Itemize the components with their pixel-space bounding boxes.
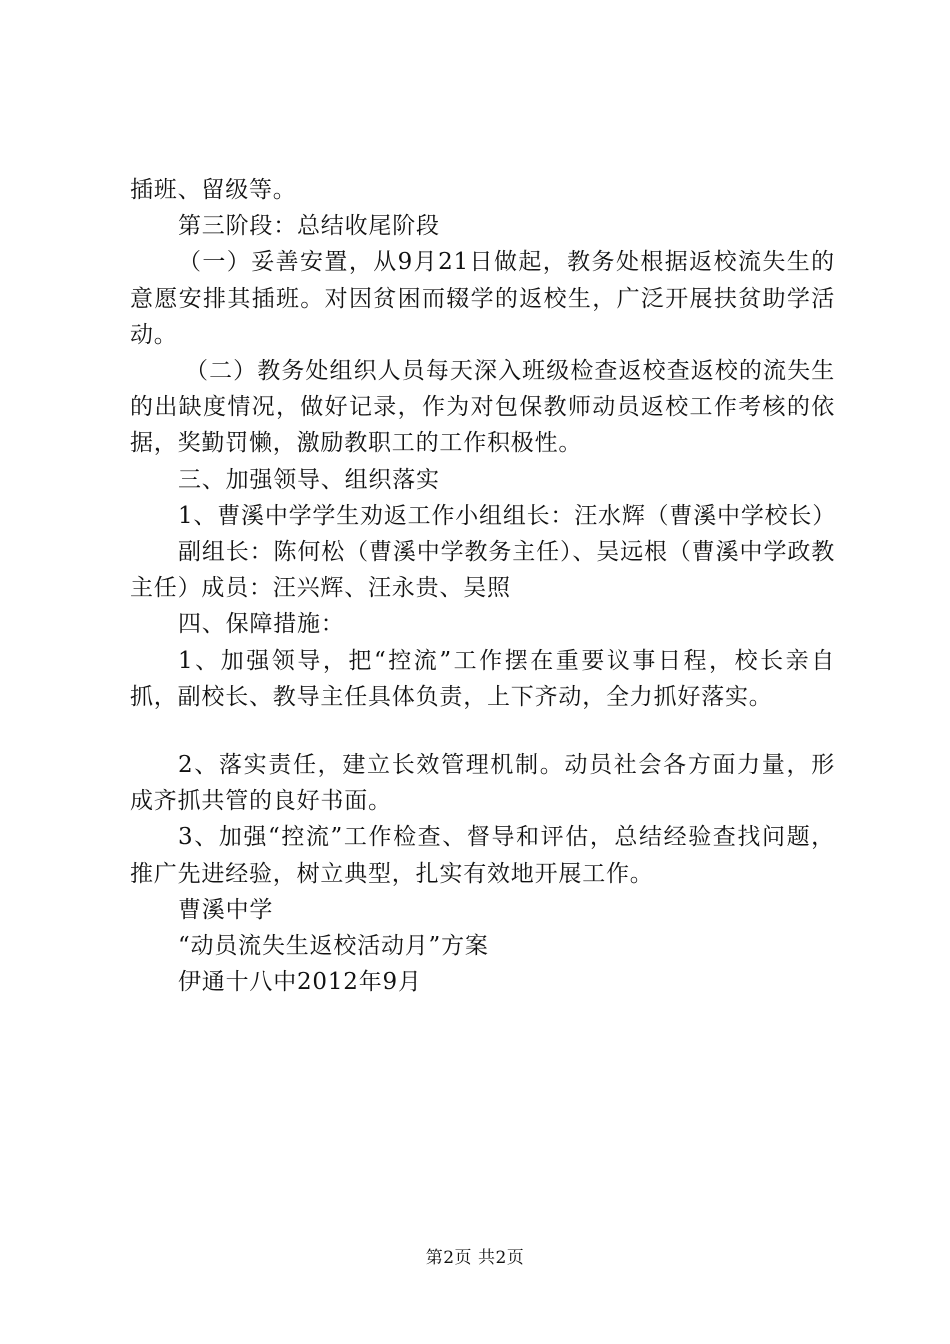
paragraph-continuation: 插班、留级等。: [130, 177, 297, 203]
paragraph-stage-three-heading: 第三阶段：总结收尾阶段: [178, 213, 440, 240]
paragraph-team-leader: 1、曹溪中学学生劝返工作小组组长：汪水辉（曹溪中学校长）: [178, 502, 837, 529]
paragraph-team-members: 副组长：陈何松（曹溪中学教务主任）、吴远根（曹溪中学政教主任）成员：汪兴辉、汪永贵、吴照: [130, 539, 835, 602]
signature-date: 伊通十八中2012年9月: [178, 969, 422, 996]
paragraph-item-one: （一）妥善安置，从9月21日做起，教务处根据返校流失生的意愿安排其插班。对因贫困而辍学的返校生，广泛开展扶贫助学活动。: [130, 249, 835, 348]
paragraph-measure-two: 2、落实责任，建立长效管理机制。动员社会各方面力量，形成齐抓共管的良好书面。: [130, 752, 835, 815]
paragraph-measure-three: 3、加强“控流”工作检查、督导和评估，总结经验查找问题，推广先进经验，树立典型，扎实有效地开展工作。: [130, 824, 835, 887]
section-four-heading: 四、保障措施：: [178, 611, 345, 638]
paragraph-measure-one: 1、加强领导，把“控流”工作摆在重要议事日程，校长亲自抓，副校长、教导主任具体负责，上下齐动，全力抓好落实。: [130, 647, 835, 710]
blank-line: [130, 715, 835, 747]
paragraph-item-two: （二）教务处组织人员每天深入班级检查返校查返校的流失生的出缺度情况，做好记录，作为对包保教师动员返校工作考核的依据，奖勤罚懒，激励教职工的工作积极性。: [130, 358, 835, 457]
page-number-footer: 第2页 共2页: [425, 1248, 525, 1268]
section-three-heading: 三、加强领导、组织落实: [178, 466, 440, 493]
signature-school: 曹溪中学: [178, 896, 274, 923]
signature-plan-title: “动员流失生返校活动月”方案: [178, 933, 489, 960]
document-body: [130, 172, 835, 1000]
